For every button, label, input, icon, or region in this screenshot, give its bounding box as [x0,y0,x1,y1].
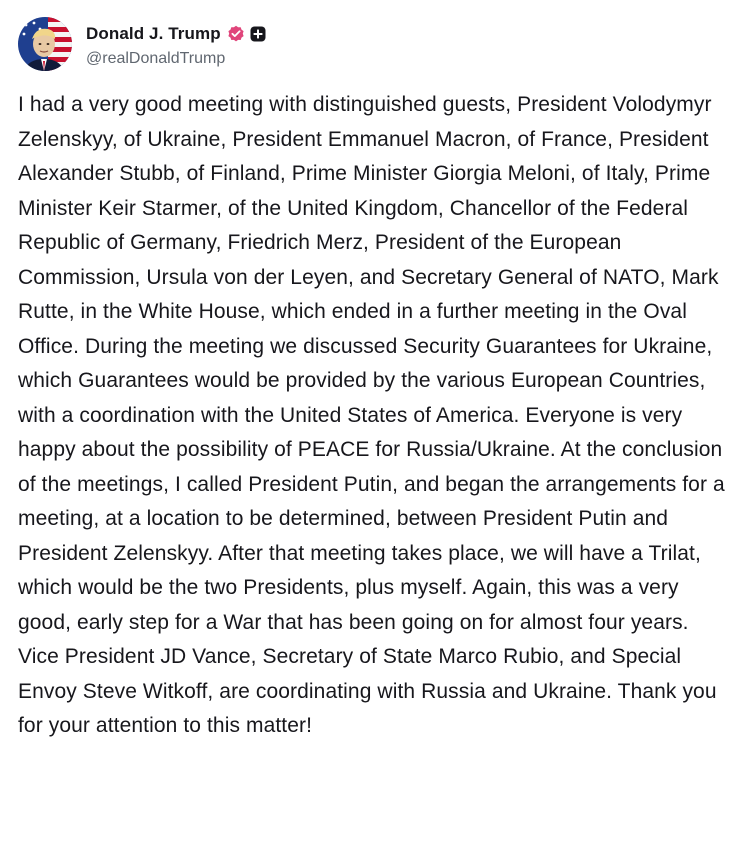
plus-square-icon [250,26,266,42]
verified-badge-icon [227,25,245,43]
avatar-portrait-icon [18,17,72,71]
author-identity [86,21,266,68]
post-header [18,17,266,71]
avatar[interactable] [18,17,72,71]
author-handle[interactable]: @realDonaldTrump [86,49,226,67]
post-body-text: I had a very good meeting with distinguished guests, President Volodymyr Zelenskyy, of Ukraine, President Emmanuel Macron, of France, President Alexander Stubb, of Finland, Prime Minister Giorgia Meloni, of Italy, Prime Minister Keir Starmer, of the United Kingdom, Chancellor of the Federal Republic of Germany, Friedrich Merz, President of the European Commission, Ursula von der Leyen, and Secretary General of NATO, Mark Rutte, in the White House, which ended in a further meeting in the Oval Office. During the meeting we discussed Security Guarantees for Ukraine, which Guarantees would be provided by the various European Countries, with a coordination with the United States of America. Everyone is very happy about the possibility of PEACE for Russia/Ukraine. At the conclusion of the meetings, I called President Putin, and began the arrangements for a meeting, at a location to be determined, between President Putin and President Zelenskyy. After that meeting takes place, we will have a Trilat, which would be the two Presidents, plus myself. Again, this was a very good, early step for a War that has been going on for almost four years. Vice President JD Vance, Secretary of State Marco Rubio, and Special Envoy Steve Witkoff, are coordinating with Russia and Ukraine. Thank you for your attention to this matter! [18,93,725,737]
name-row [86,21,266,47]
author-display-name[interactable]: Donald J. Trump [86,23,221,43]
